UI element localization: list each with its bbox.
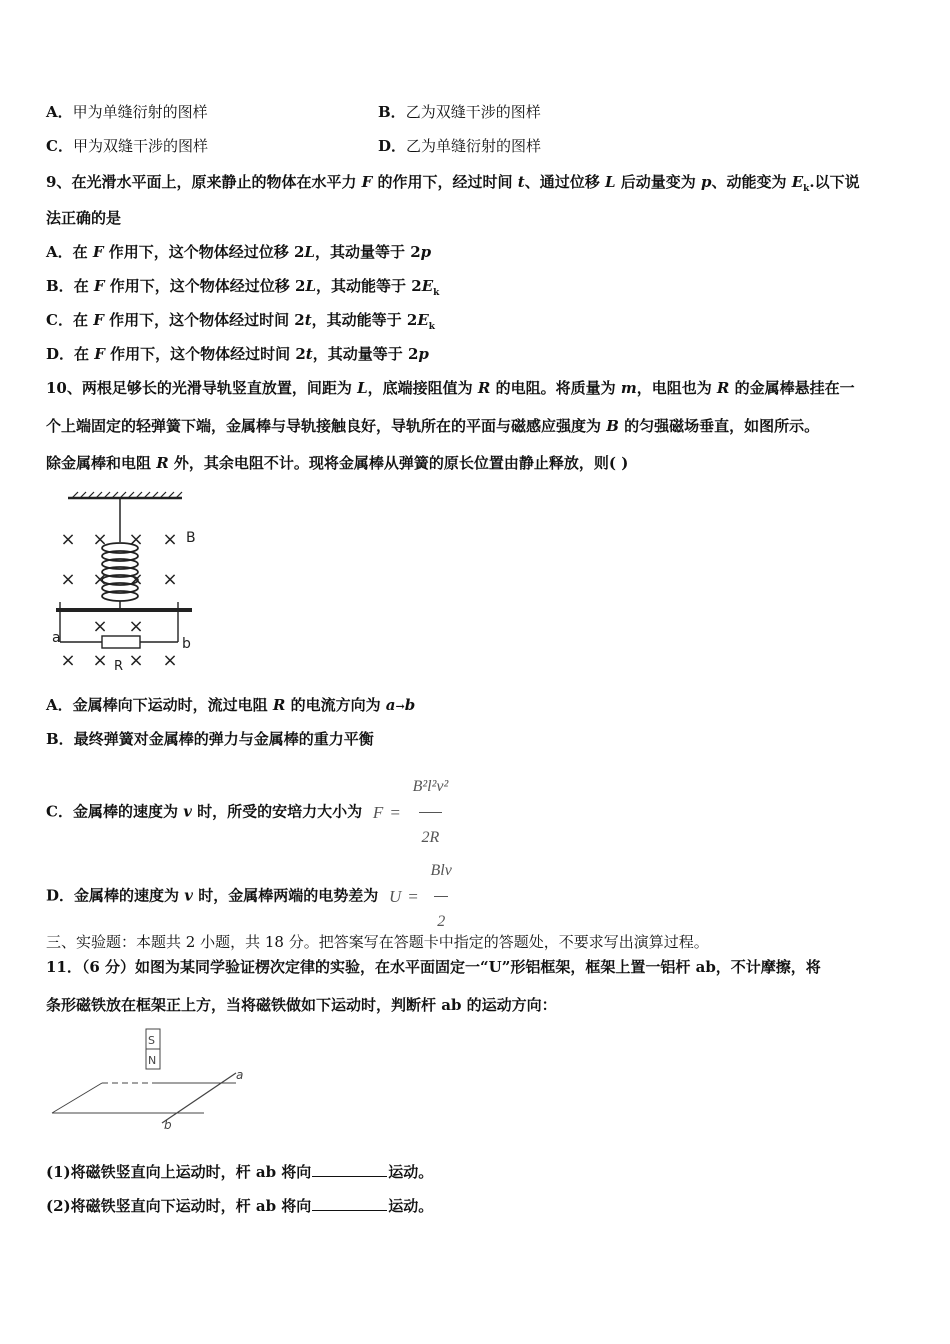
section-3-heading: 三、实验题：本题共 2 小题，共 18 分。把答案写在答题卡中指定的答题处，不要求写出演算过程。 [46, 933, 709, 951]
svg-text:×: × [128, 529, 144, 550]
svg-text:a: a [236, 1068, 244, 1082]
svg-text:×: × [162, 650, 178, 671]
svg-text:×: × [162, 569, 178, 590]
q9-stem-line2: 法正确的是 [46, 209, 122, 227]
svg-text:×: × [162, 529, 178, 550]
q9-option-b: B．在 F 作用下，这个物体经过位移 2L，其动能等于 $2E_k$ [46, 277, 440, 298]
ampere-force-formula: $\frac{\text{B²l²v²}}{2R}$ [410, 764, 452, 861]
svg-text:b: b [182, 636, 191, 652]
q10-option-b: B．最终弹簧对金属棒的弹力与金属棒的重力平衡 [46, 730, 374, 748]
q8-option-b: B．乙为双缝干涉的图样 [378, 103, 541, 121]
q10-option-d: D．金属棒的速度为 v 时，金属棒两端的电势差为 U = $\frac{\text{Blv}}{2}$ [46, 848, 455, 945]
q8-option-c: C．甲为双缝干涉的图样 [46, 137, 208, 155]
u-frame-magnet-figure [50, 1025, 260, 1135]
svg-text:×: × [128, 650, 144, 671]
svg-text:b: b [164, 1118, 172, 1132]
q11-subq-1: (1)将磁铁竖直向上运动时，杆 ab 将向 运动。 [46, 1163, 434, 1181]
svg-text:a: a [52, 630, 61, 646]
svg-text:×: × [60, 529, 76, 550]
answer-blank-2[interactable] [312, 1196, 387, 1211]
potential-difference-formula: $\frac{\text{Blv}}{2}$ [428, 848, 455, 945]
answer-blank-1[interactable] [312, 1162, 387, 1177]
svg-text:×: × [92, 616, 108, 637]
q9-option-a: A．在 F 作用下，这个物体经过位移 2L，其动量等于 2p [46, 243, 432, 261]
rail-spring-figure [50, 490, 200, 675]
svg-text:×: × [60, 569, 76, 590]
svg-text:B: B [186, 530, 196, 546]
svg-text:×: × [92, 650, 108, 671]
q9-stem-line1: 9、在光滑水平面上，原来静止的物体在水平力 F 的作用下，经过时间 t、通过位移 L 后动量变为 p、动能变为 $E_k$.以下说 [46, 173, 860, 194]
svg-text:×: × [128, 569, 144, 590]
q11-stem-line1: 11．（6 分）如图为某同学验证楞次定律的实验，在水平面固定一“U”形铝框架，框架上置一铝杆 ab，不计摩擦，将 [46, 958, 821, 976]
svg-text:×: × [92, 569, 108, 590]
svg-text:×: × [92, 529, 108, 550]
q10-option-a: A．金属棒向下运动时，流过电阻 R 的电流方向为 a→b [46, 696, 416, 714]
q9-option-c: C．在 F 作用下，这个物体经过时间 2t，其动能等于 $2E_k$ [46, 311, 436, 332]
q11-subq-2: (2)将磁铁竖直向下运动时，杆 ab 将向 运动。 [46, 1197, 434, 1215]
q10-stem-line3: 除金属棒和电阻 R 外，其余电阻不计。现将金属棒从弹簧的原长位置由静止释放，则( ) [46, 454, 629, 472]
q9-option-d: D．在 F 作用下，这个物体经过时间 2t，其动量等于 2p [46, 345, 429, 363]
q11-stem-line2: 条形磁铁放在框架正上方，当将磁铁做如下运动时，判断杆 ab 的运动方向： [46, 996, 557, 1014]
svg-text:R: R [114, 659, 124, 674]
q10-stem-line1: 10、两根足够长的光滑导轨竖直放置，间距为 L，底端接阻值为 R 的电阻。将质量为 m，电阻也为 R 的金属棒悬挂在一 [46, 379, 855, 397]
svg-text:N: N [148, 1054, 157, 1067]
q10-option-c: C．金属棒的速度为 v 时，所受的安培力大小为 F = $\frac{\text{B²l²v²}}{2R}$ [46, 764, 451, 861]
q10-stem-line2: 个上端固定的轻弹簧下端，金属棒与导轨接触良好，导轨所在的平面与磁感应强度为 B 的匀强磁场垂直，如图所示。 [46, 417, 820, 435]
q8-option-a: A．甲为单缝衍射的图样 [46, 103, 208, 121]
svg-text:×: × [128, 616, 144, 637]
q8-option-d: D．乙为单缝衍射的图样 [378, 137, 542, 155]
svg-text:S: S [148, 1034, 155, 1047]
svg-text:×: × [60, 650, 76, 671]
